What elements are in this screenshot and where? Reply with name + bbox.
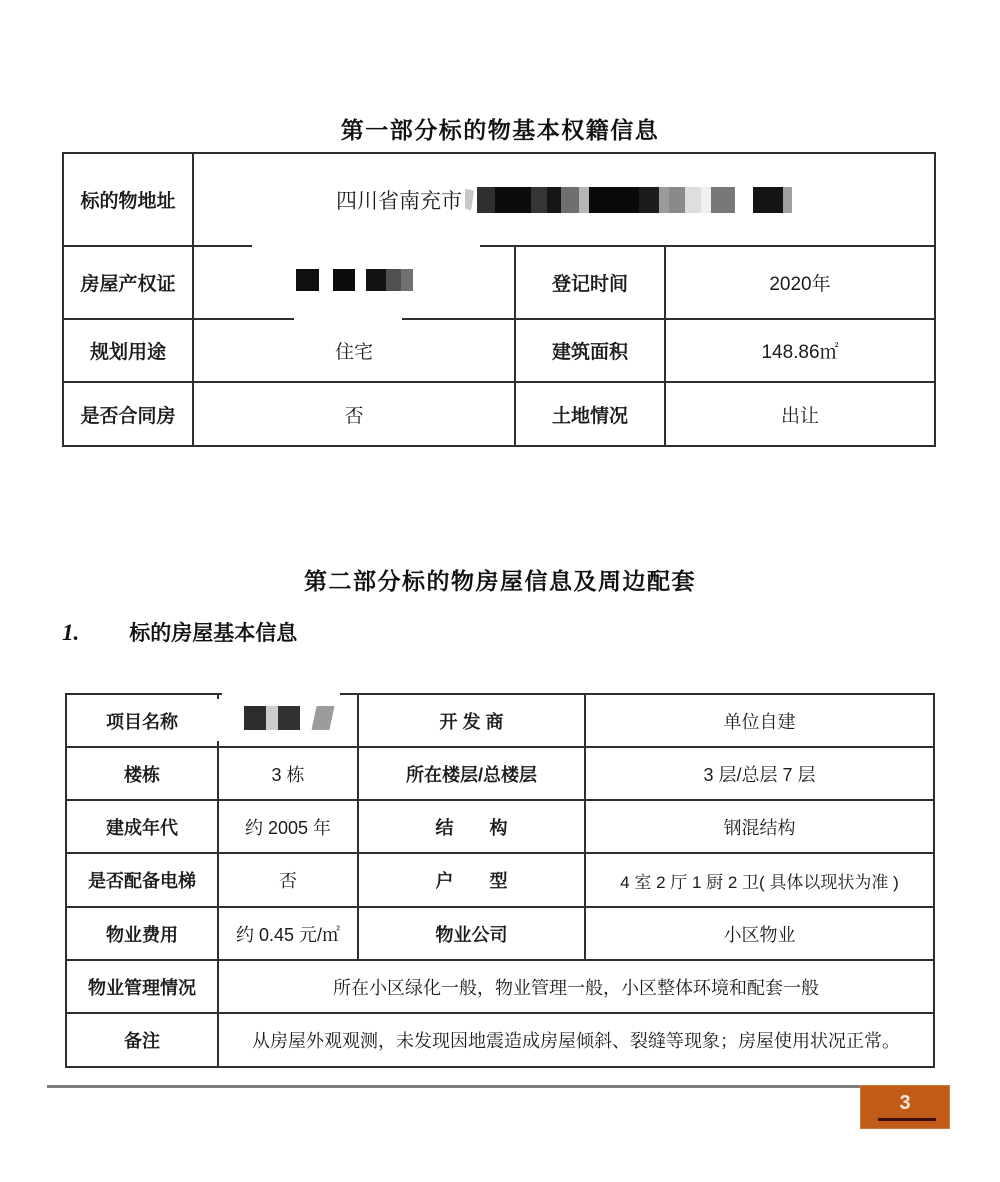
value-remarks: 从房屋外观观测，未发现因地震造成房屋倾斜、裂缝等现象；房屋使用状况正常。 (218, 1013, 934, 1067)
scan-artifact-patch (209, 699, 227, 741)
subsection-heading (62, 617, 297, 647)
table-row (63, 246, 935, 319)
value-property-management: 所在小区绿化一般，物业管理一般，小区整体环境和配套一般 (218, 960, 934, 1013)
label-land-status: 土地情况 (515, 382, 665, 446)
value-building-area: 148.86㎡ (665, 319, 935, 382)
scan-artifact-patch (252, 241, 480, 251)
address-prefix-text: 四川省南充市 (336, 189, 462, 213)
label-floor: 所在楼层/总楼层 (358, 747, 585, 800)
address-redaction-bar (477, 187, 792, 213)
value-floor: 3 层/总层 7 层 (585, 747, 934, 800)
label-registration-time: 登记时间 (515, 246, 665, 319)
label-ownership-certificate: 房屋产权证 (63, 246, 193, 319)
value-planned-use: 住宅 (193, 319, 515, 382)
footer-rule (47, 1085, 860, 1088)
label-developer: 开 发 商 (358, 694, 585, 747)
table-row (66, 747, 934, 800)
value-contract-house: 否 (193, 382, 515, 446)
table-row (66, 960, 934, 1013)
label-project-name: 项目名称 (66, 694, 218, 747)
subsection-number: 1. (62, 620, 80, 645)
table-row (66, 1013, 934, 1067)
label-planned-use: 规划用途 (63, 319, 193, 382)
label-remarks: 备注 (66, 1013, 218, 1067)
value-registration-time: 2020年 (665, 246, 935, 319)
page-number-badge (860, 1085, 950, 1129)
value-ownership-certificate (193, 246, 515, 319)
value-project-name (218, 694, 358, 747)
project-name-redaction-bar (244, 706, 332, 730)
certificate-redaction-bar (296, 269, 413, 291)
label-unit-type: 户 型 (358, 853, 585, 907)
value-developer: 单位自建 (585, 694, 934, 747)
label-building-number: 楼栋 (66, 747, 218, 800)
table-row (66, 907, 934, 960)
scan-artifact-patch (222, 687, 340, 696)
part1-title: 第一部分标的物基本权籍信息 (340, 117, 660, 143)
value-property-address (193, 153, 935, 246)
partial-character-mark (465, 189, 474, 211)
value-property-company: 小区物业 (585, 907, 934, 960)
label-property-management: 物业管理情况 (66, 960, 218, 1013)
label-year-built: 建成年代 (66, 800, 218, 853)
house-basic-info-table (65, 693, 935, 1068)
part2-title: 第二部分标的物房屋信息及周边配套 (304, 568, 696, 594)
value-property-fee: 约 0.45 元/㎡ (218, 907, 358, 960)
table-row (63, 382, 935, 446)
label-property-address: 标的物地址 (63, 153, 193, 246)
value-year-built: 约 2005 年 (218, 800, 358, 853)
label-elevator: 是否配备电梯 (66, 853, 218, 907)
table-row (66, 800, 934, 853)
value-structure: 钢混结构 (585, 800, 934, 853)
table-row (63, 319, 935, 382)
value-unit-type: 4 室 2 厅 1 厨 2 卫( 具体以现状为准 ) (585, 853, 934, 907)
table-row (66, 694, 934, 747)
value-building-number: 3 栋 (218, 747, 358, 800)
property-rights-table (62, 152, 936, 447)
value-elevator: 否 (218, 853, 358, 907)
label-building-area: 建筑面积 (515, 319, 665, 382)
label-contract-house: 是否合同房 (63, 382, 193, 446)
scan-artifact-patch (294, 312, 402, 323)
subsection-title: 标的房屋基本信息 (129, 622, 298, 645)
page-number: 3 (899, 1091, 911, 1114)
value-land-status: 出让 (665, 382, 935, 446)
table-row (66, 853, 934, 907)
label-property-fee: 物业费用 (66, 907, 218, 960)
table-row (63, 153, 935, 246)
label-property-company: 物业公司 (358, 907, 585, 960)
page-number-underline (878, 1118, 936, 1121)
label-structure: 结 构 (358, 800, 585, 853)
